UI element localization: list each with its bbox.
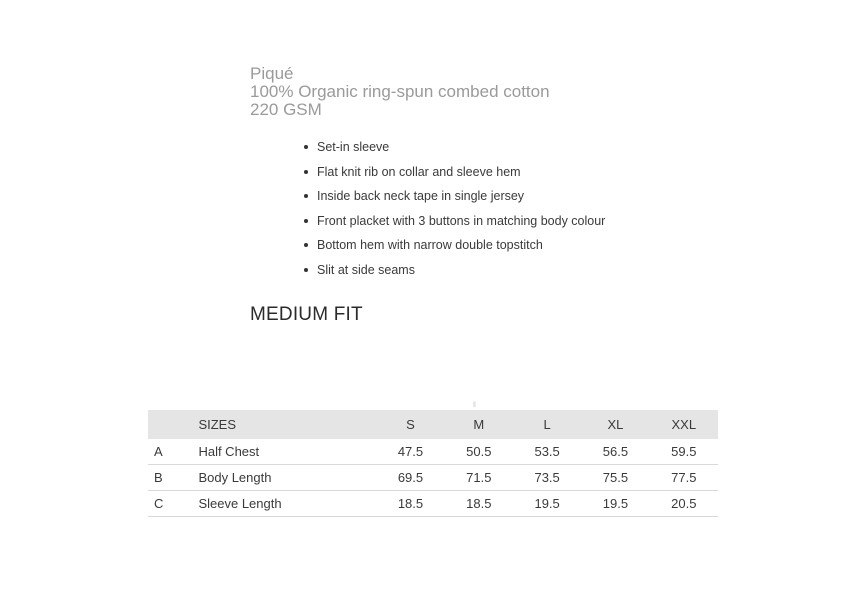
feature-item: Inside back neck tape in single jersey xyxy=(300,186,605,211)
fabric-composition: 100% Organic ring-spun combed cotton xyxy=(250,82,550,101)
crop-marker: ‖ xyxy=(473,402,476,409)
feature-item: Set-in sleeve xyxy=(300,137,605,162)
feature-item: Bottom hem with narrow double topstitch xyxy=(300,235,605,260)
row-key: B xyxy=(148,465,198,491)
row-label: Half Chest xyxy=(198,439,376,465)
size-xxl-header: XXL xyxy=(650,410,718,439)
table-cell: 18.5 xyxy=(376,491,444,517)
table-cell: 19.5 xyxy=(581,491,649,517)
table-row xyxy=(148,491,718,517)
table-cell: 47.5 xyxy=(376,439,444,465)
feature-item: Front placket with 3 buttons in matching body colour xyxy=(300,211,605,236)
table-row xyxy=(148,465,718,491)
table-cell: 18.5 xyxy=(445,491,513,517)
row-label: Body Length xyxy=(198,465,376,491)
size-m-header: M xyxy=(445,410,513,439)
fit-title: MEDIUM FIT xyxy=(250,304,363,325)
feature-list xyxy=(300,137,605,285)
table-cell: 50.5 xyxy=(445,439,513,465)
fabric-weight: 220 GSM xyxy=(250,100,322,119)
table-cell: 71.5 xyxy=(445,465,513,491)
size-s-header: S xyxy=(376,410,444,439)
table-cell: 20.5 xyxy=(650,491,718,517)
table-cell: 77.5 xyxy=(650,465,718,491)
feature-item: Slit at side seams xyxy=(300,260,605,285)
table-cell: 19.5 xyxy=(513,491,581,517)
table-cell: 56.5 xyxy=(581,439,649,465)
header-label: SIZES xyxy=(198,410,376,439)
table-cell: 73.5 xyxy=(513,465,581,491)
product-spec xyxy=(250,65,550,119)
row-label: Sleeve Length xyxy=(198,491,376,517)
size-table-header xyxy=(148,410,718,439)
row-key: A xyxy=(148,439,198,465)
header-key xyxy=(148,410,198,439)
size-l-header: L xyxy=(513,410,581,439)
table-cell: 69.5 xyxy=(376,465,444,491)
table-cell: 53.5 xyxy=(513,439,581,465)
size-xl-header: XL xyxy=(581,410,649,439)
fabric-type: Piqué xyxy=(250,64,294,83)
row-key: C xyxy=(148,491,198,517)
table-cell: 75.5 xyxy=(581,465,649,491)
feature-item: Flat knit rib on collar and sleeve hem xyxy=(300,162,605,187)
table-cell: 59.5 xyxy=(650,439,718,465)
size-table xyxy=(148,410,718,517)
table-row xyxy=(148,439,718,465)
